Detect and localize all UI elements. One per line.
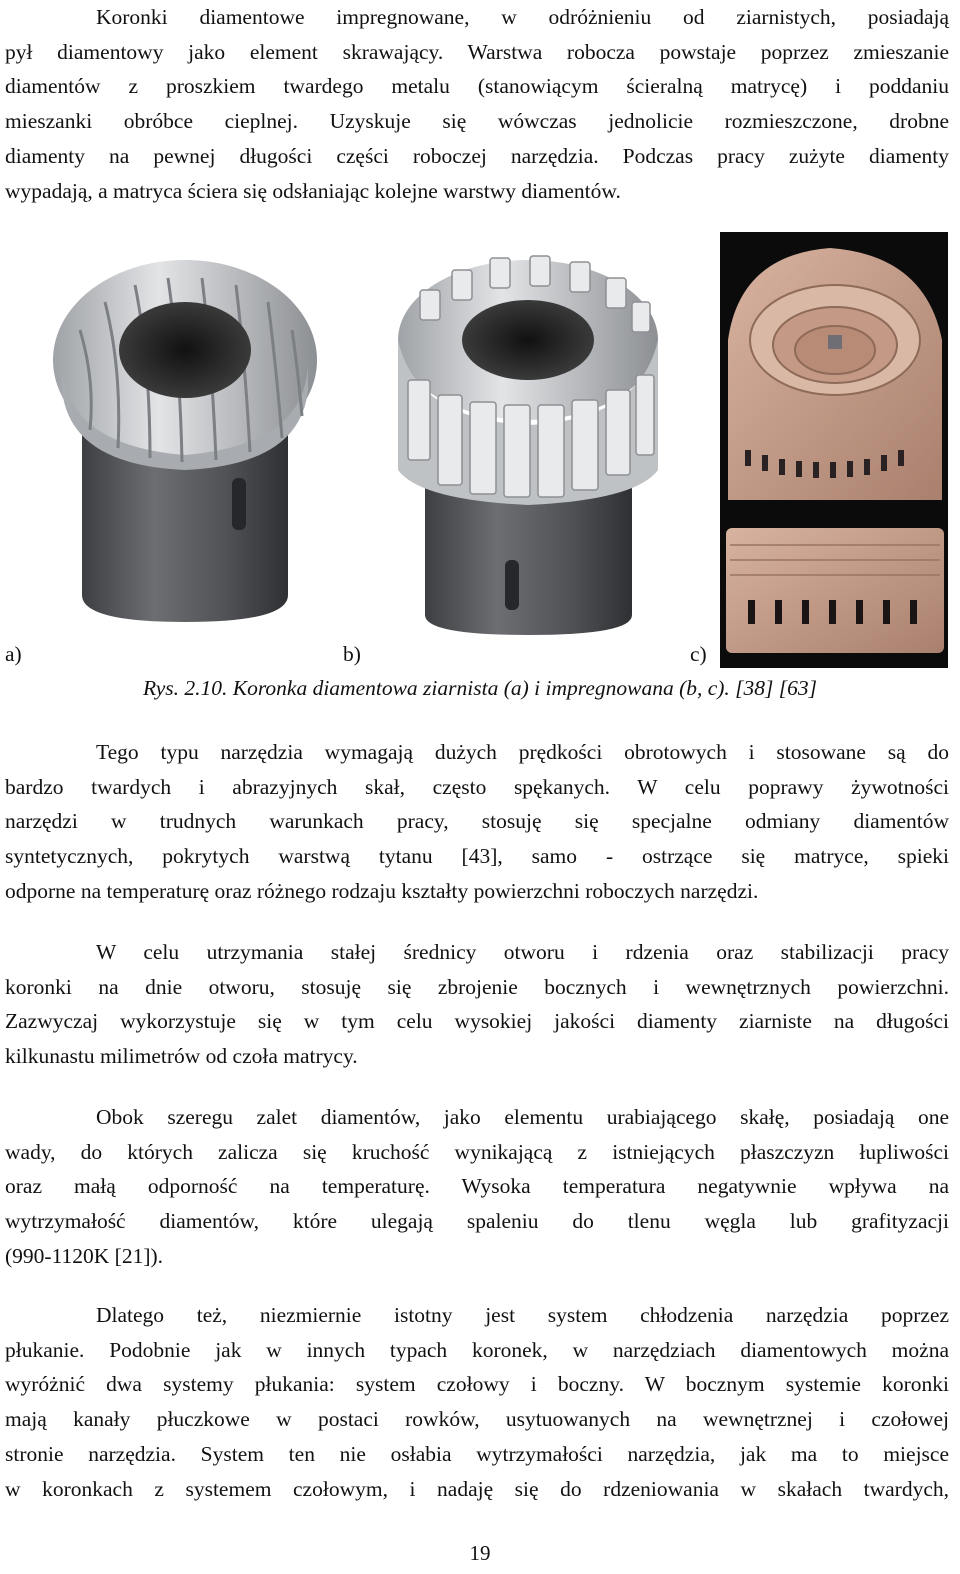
paragraph-2 — [5, 735, 949, 909]
text-line: (990-1120K [21]). — [5, 1243, 164, 1268]
text-line: kilkunastu milimetrów od czoła matrycy. — [5, 1044, 358, 1069]
text-line: płukanie. Podobnie jak w innych typach koronek, w narzędziach diamentowych można — [5, 1337, 949, 1362]
text-line: odporne na temperaturę oraz różnego rodzaju kształty powierzchni roboczych narzędzi. — [5, 878, 759, 903]
figure-label-a: a) — [5, 642, 22, 666]
text-line: wypadają, a matryca ściera się odsłaniając kolejne warstwy diamentów. — [5, 178, 621, 203]
text-line: pył diamentowy jako element skrawający. Warstwa robocza powstaje poprzez zmieszanie — [5, 39, 949, 64]
paragraph-5 — [5, 1298, 949, 1506]
text-line: koronki na dnie otworu, stosuję się zbrojenie bocznych i wewnętrznych powierzchni. — [5, 974, 949, 999]
text-line: syntetycznych, pokrytych warstwą tytanu [43], samo - ostrzące się matryce, spieki — [5, 844, 949, 869]
figure-label-c: c) — [690, 642, 707, 666]
text-line: Dlatego też, niezmiernie istotny jest system chłodzenia narzędzia poprzez — [96, 1303, 949, 1327]
text-line: stronie narzędzia. System ten nie osłabia wytrzymałości narzędzia, jak ma to miejsce — [5, 1441, 949, 1466]
page-number: 19 — [469, 1541, 491, 1565]
paragraph-4 — [5, 1100, 949, 1274]
text-line: Obok szeregu zalet diamentów, jako elementu urabiającego skałę, posiadają one — [96, 1105, 949, 1129]
figure-illustration — [0, 230, 960, 675]
text-line: mają kanały płuczkowe w postaci rowków, usytuowanych na wewnętrznej i czołowej — [5, 1407, 949, 1432]
bit-c-photo — [720, 232, 948, 668]
text-line: narzędzi w trudnych warunkach pracy, stosuję się specjalne odmiany diamentów — [5, 809, 949, 834]
text-line: w koronkach z systemem czołowym, i nadaję się do rdzeniowania w skałach twardych, — [5, 1476, 949, 1501]
bit-b-image — [398, 256, 658, 635]
text-line: diamenty na pewnej długości części roboczej narzędzia. Podczas pracy zużyte diamenty — [5, 143, 949, 168]
text-line: mieszanki obróbce cieplnej. Uzyskuje się wówczas jednolicie rozmieszczone, drobne — [5, 109, 949, 134]
paragraph-1 — [5, 0, 949, 208]
text-line: Tego typu narzędzia wymagają dużych prędkości obrotowych i stosowane są do — [96, 740, 949, 764]
figure-label-b: b) — [343, 642, 361, 666]
text-line: Zazwyczaj wykorzystuje się w tym celu wysokiej jakości diamenty ziarniste na długości — [5, 1009, 949, 1034]
figure-diamond-bits — [0, 230, 960, 675]
text-line: oraz małą odporność na temperaturę. Wysoka temperatura negatywnie wpływa na — [5, 1174, 949, 1199]
paragraph-3 — [5, 935, 949, 1074]
figure-caption: Rys. 2.10. Koronka diamentowa ziarnista (a) i impregnowana (b, c). [38] [63] — [142, 676, 818, 700]
text-line: wady, do których zalicza się kruchość wynikającą z istniejących płaszczyzn łupliwości — [5, 1139, 949, 1164]
text-line: W celu utrzymania stałej średnicy otworu i rdzenia oraz stabilizacji pracy — [96, 940, 949, 964]
text-line: diamentów z proszkiem twardego metalu (stanowiącym ścieralną matrycę) i poddaniu — [5, 74, 949, 99]
bit-a-image — [53, 260, 317, 622]
text-line: Koronki diamentowe impregnowane, w odróżnieniu od ziarnistych, posiadają — [96, 5, 949, 29]
text-line: wyróżnić dwa systemy płukania: system czołowy i boczny. W bocznym systemie koronki — [5, 1372, 949, 1397]
text-line: wytrzymałość diamentów, które ulegają spaleniu do tlenu węgla lub grafityzacji — [5, 1209, 949, 1234]
text-line: bardzo twardych i abrazyjnych skał, często spękanych. W celu poprawy żywotności — [5, 774, 949, 799]
